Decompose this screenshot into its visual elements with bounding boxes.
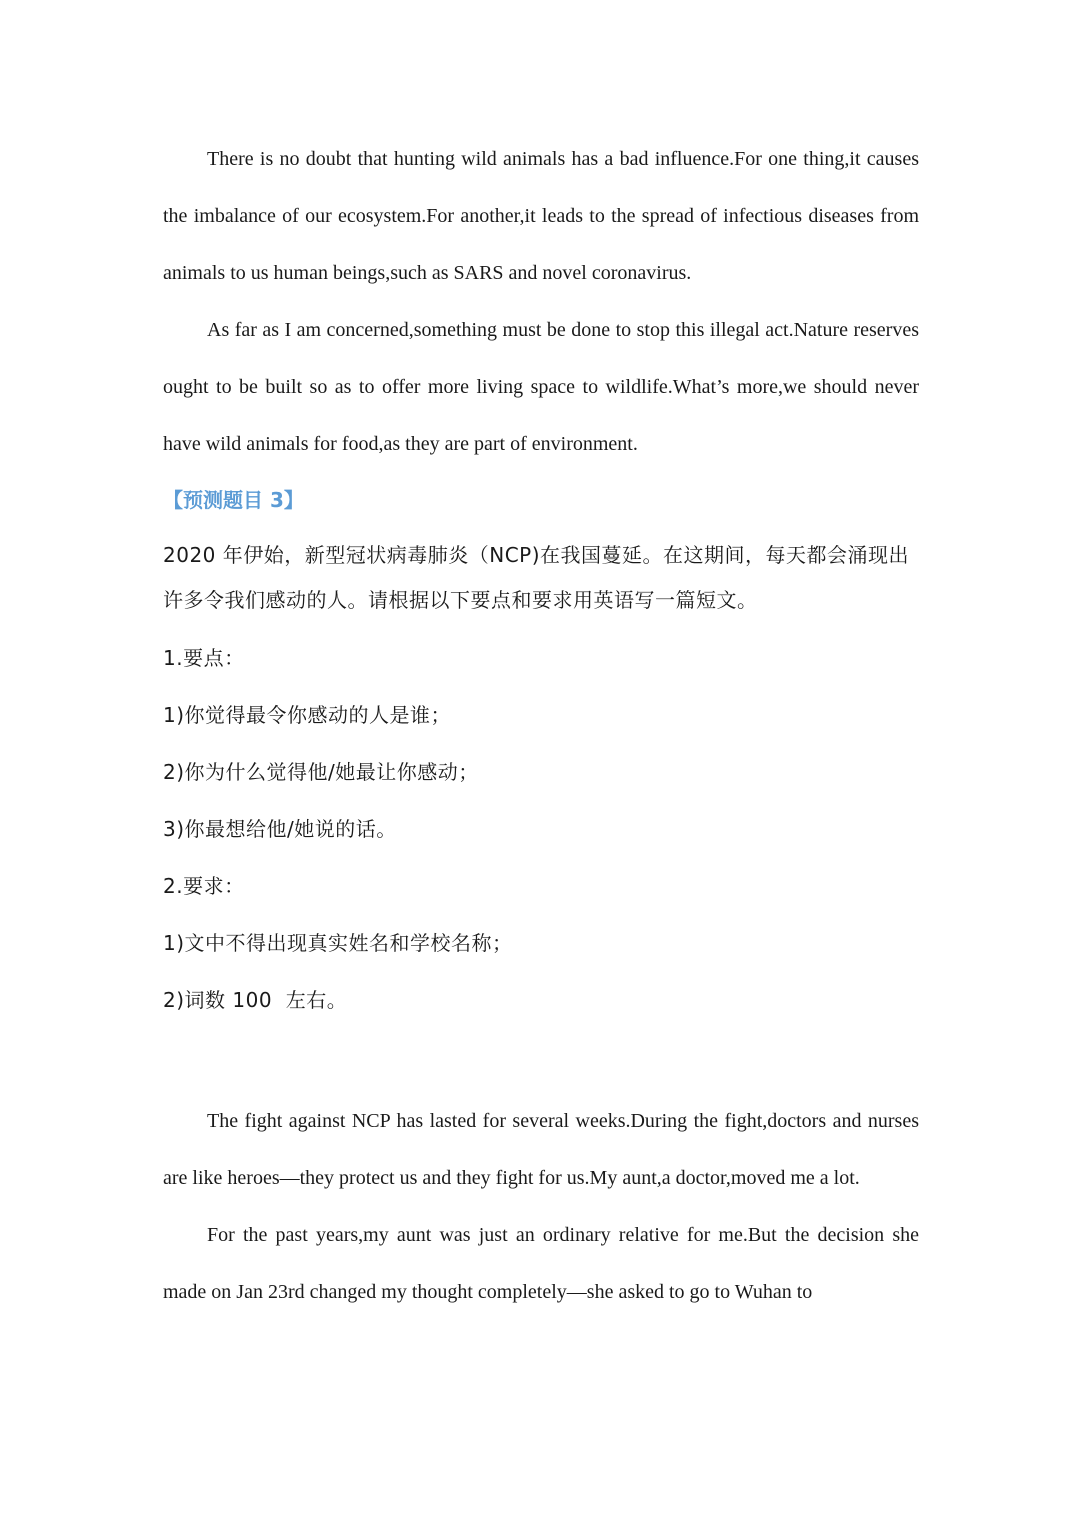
task-heading-block: [163, 484, 919, 513]
point-item: 1)你觉得最令你感动的人是谁；: [163, 703, 452, 727]
paragraph: As far as I am concerned,something must be done to stop this illegal act.Nature reserves ought to be built so as to offer more living space to wildlife.What’s more,we should never have wild animals for food,as they are part of environment.: [163, 319, 919, 455]
essay-passage-1: [163, 131, 919, 473]
requirement-item: 1)文中不得出现真实姓名和学校名称；: [163, 931, 513, 955]
requirement-item: 2)词数 100 左右。: [163, 988, 348, 1012]
task-intro-block: [163, 533, 919, 623]
task-list: [163, 630, 919, 1029]
paragraph: For the past years,my aunt was just an ordinary relative for me.But the decision she made on Jan 23rd changed my thought completely—she asked to go to Wuhan to: [163, 1224, 919, 1303]
points-title: 1.要点：: [163, 646, 245, 670]
essay-passage-2: [163, 1093, 919, 1321]
task-heading: 【预测题目 3】: [163, 488, 304, 512]
paragraph: There is no doubt that hunting wild animals has a bad influence.For one thing,it causes the imbalance of our ecosystem.For another,it leads to the spread of infectious diseases from animals to us human beings,such as SARS and novel coronavirus.: [163, 148, 919, 284]
paragraph: The fight against NCP has lasted for several weeks.During the fight,doctors and nurses are like heroes—they protect us and they fight for us.My aunt,a doctor,moved me a lot.: [163, 1110, 919, 1189]
point-item: 2)你为什么觉得他/她最让你感动；: [163, 760, 479, 784]
task-intro: 2020 年伊始，新型冠状病毒肺炎（NCP)在我国蔓延。在这期间，每天都会涌现出许多令我们感动的人。请根据以下要点和要求用英语写一篇短文。: [163, 543, 910, 612]
requirements-title: 2.要求：: [163, 874, 245, 898]
point-item: 3)你最想给他/她说的话。: [163, 817, 397, 841]
